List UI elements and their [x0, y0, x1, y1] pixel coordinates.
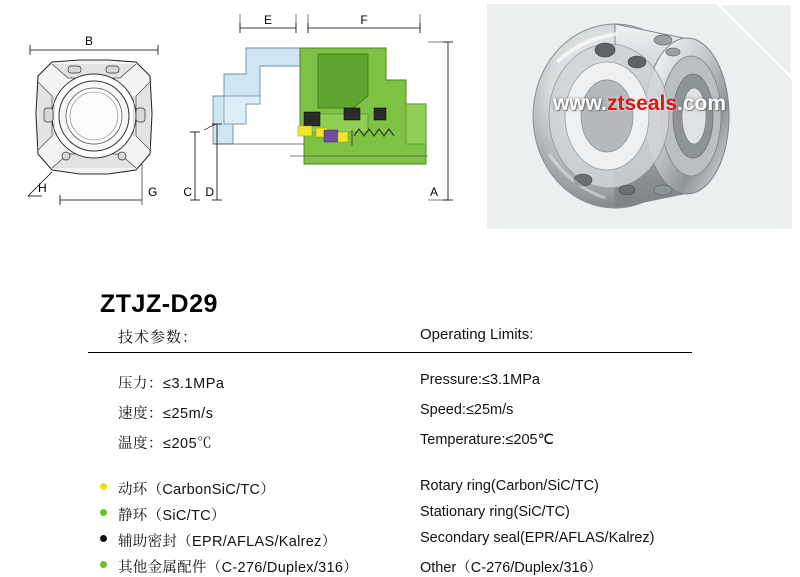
corner-decoration-icon [696, 4, 792, 82]
watermark-suffix: .com [677, 92, 727, 115]
parameter-en-speed: Speed:≤25m/s [420, 402, 514, 418]
parameter-en-temperature: Temperature:≤205℃ [420, 432, 554, 448]
bullet-icon [100, 483, 107, 490]
dim-label-d: D [205, 185, 214, 199]
bullet-icon [100, 561, 107, 568]
parameter-cn-temperature: 温度：≤205℃ [118, 436, 213, 452]
bullet-icon [100, 535, 107, 542]
material-cn-stationary-ring: 静环（SiC/TC） [118, 508, 226, 524]
dim-label-c: C [183, 185, 192, 199]
material-cn-secondary-seal: 辅助密封（EPR/AFLAS/Kalrez） [118, 534, 337, 550]
divider [88, 352, 692, 353]
product-illustration-area [0, 0, 800, 240]
watermark-brand: ztseals [607, 92, 678, 115]
parameter-cn-pressure: 压力：≤3.1MPa [118, 376, 225, 392]
dim-label-e: E [263, 13, 273, 27]
dim-label-g: G [148, 185, 158, 199]
spec-heading-cn: 技术参数： [118, 329, 199, 346]
dim-label-h: H [38, 181, 47, 195]
technical-drawing [8, 4, 478, 234]
dim-label-a: A [429, 185, 438, 199]
parameter-en-pressure: Pressure:≤3.1MPa [420, 372, 540, 388]
front-view [28, 34, 158, 205]
dim-label-f: F [360, 13, 368, 27]
product-photo [487, 4, 792, 229]
material-en-stationary-ring: Stationary ring(SiC/TC) [420, 504, 570, 520]
parameter-cn-speed: 速度：≤25m/s [118, 406, 214, 422]
watermark-prefix: www. [552, 92, 607, 115]
bullet-icon [100, 509, 107, 516]
material-en-other-metal-parts: Other（C-276/Duplex/316） [420, 560, 603, 576]
page-title: ZTJZ-D29 [100, 290, 218, 318]
material-cn-rotary-ring: 动环（CarbonSiC/TC） [118, 482, 276, 498]
section-view [183, 13, 453, 200]
material-en-secondary-seal: Secondary seal(EPR/AFLAS/Kalrez) [420, 530, 655, 546]
material-en-rotary-ring: Rotary ring(Carbon/SiC/TC) [420, 478, 599, 494]
material-cn-other-metal-parts: 其他金属配件（C-276/Duplex/316） [118, 560, 359, 576]
spec-heading-en: Operating Limits: [420, 326, 534, 343]
dim-label-b: B [84, 34, 94, 48]
